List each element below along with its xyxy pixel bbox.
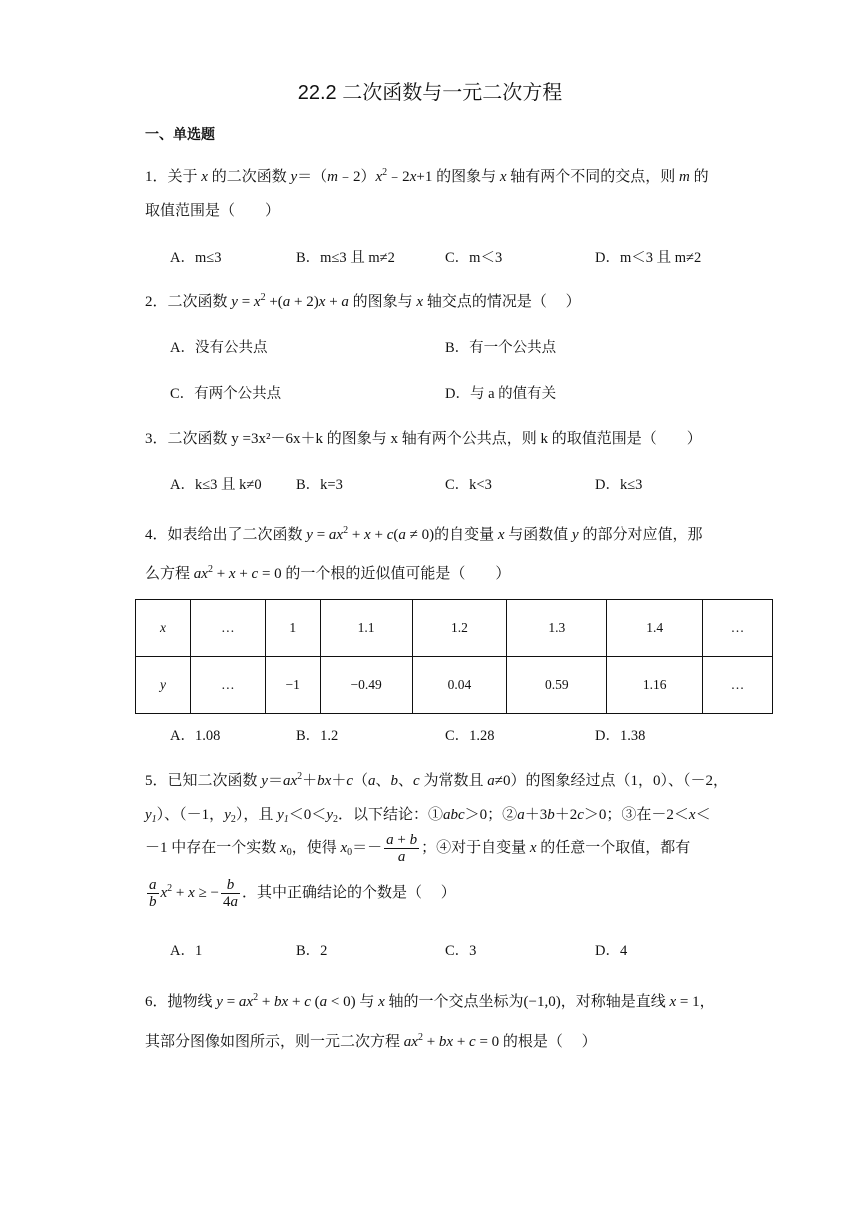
q5-option-a[interactable]: A．1 [170,943,203,959]
table-cell: 1.3 [507,600,607,657]
table-cell: … [703,657,773,714]
table-row-y [136,657,773,714]
q4-option-c[interactable]: C．1.28 [445,728,495,744]
q1-option-a[interactable]: A．m≤3 [170,250,222,266]
table-cell: −0.49 [320,657,412,714]
q3-option-c[interactable]: C．k<3 [445,477,492,493]
q1-option-c[interactable]: C．m＜3 [445,250,503,266]
question-3: 3．二次函数 y =3x²－6x＋k 的图象与 x 轴有两个公共点，则 k 的取值范围是（ ） [145,431,702,447]
q2-option-a[interactable]: A．没有公共点 [170,340,268,356]
page-title: 22.2 二次函数与一元二次方程 [297,82,563,104]
table-row-x [136,600,773,657]
q4-option-b[interactable]: B．1.2 [296,728,339,744]
q5-option-c[interactable]: C．3 [445,943,477,959]
table-cell: … [190,600,265,657]
table-cell: … [190,657,265,714]
table-cell: x [136,600,191,657]
q4-option-a[interactable]: A．1.08 [170,728,221,744]
question-1-line-1: 1．关于 x 的二次函数 $y=(m﹣2)x^2﹣2x+1$ 的图象与 x 轴有两个不同的交点，则 m 的 [145,167,709,185]
table-cell: −1 [265,657,320,714]
q1-option-d[interactable]: D．m＜3 且 m≠2 [595,250,702,266]
table-cell: 1.2 [412,600,507,657]
table-cell: 1.4 [607,600,703,657]
question-4-line-1: 4．如表给出了二次函数 $y = ax^2 + x + c(a \ne 0)$的自变量 x 与函数值 y 的部分对应值，那 [145,525,703,543]
q3-option-d[interactable]: D．k≤3 [595,477,643,493]
q2-option-d[interactable]: D．与 a 的值有关 [445,386,557,402]
q5-option-d[interactable]: D．4 [595,943,628,959]
table-cell: 0.04 [412,657,507,714]
question-6-line-1: 6．抛物线 $y = ax^2$ + bx + c (a < 0) 与 x 轴的一个交点坐标为(−1,0)，对称轴是直线 x = 1， [145,992,715,1010]
q1-option-b[interactable]: B．m≤3 且 m≠2 [296,250,395,266]
question-6-line-2: 其部分图像如图所示，则一元二次方程 $ax^2$ + bx + c = 0 的根是（ ） [145,1032,597,1050]
table-cell: 1.16 [607,657,703,714]
q2-option-c[interactable]: C．有两个公共点 [170,386,282,402]
table-cell: 1 [265,600,320,657]
table-cell: … [703,600,773,657]
question-2: 2．二次函数 $y = x^2 +(a + 2)x + a$ 的图象与 x 轴交点的情况是（ ） [145,292,581,310]
q2-option-b[interactable]: B．有一个公共点 [445,340,557,356]
question-5-line-2: $y_1$）、（－1，$y_2$），且 $y_1<0<y_2$．以下结论：①abc＞0；②a＋3b＋2c＞0；③在－2＜x＜ [145,807,711,825]
question-1-line-2: 取值范围是（ ） [145,203,281,219]
question-5-line-1: 5．已知二次函数 $y=ax^2+bx+c(a$、b、c 为常数且 a≠0）的图象经过点（1，0）、（－2， [145,771,728,789]
q5-option-b[interactable]: B．2 [296,943,328,959]
q3-option-b[interactable]: B．k=3 [296,477,343,493]
table-cell: 0.59 [507,657,607,714]
q3-option-a[interactable]: A．k≤3 且 k≠0 [170,477,262,493]
section-heading: 一、单选题 [145,126,215,142]
question-5-line-3: －1 中存在一个实数 $x_0$，使得 $x_0=-$ $\frac{a + b}{a}$ ；④对于自变量 x 的任意一个取值，都有 [145,832,691,865]
table-cell: y [136,657,191,714]
question-4-line-2: 么方程 $ax^2 + x + c = 0$ 的一个根的近似值可能是（ ） [145,564,511,582]
table-cell: 1.1 [320,600,412,657]
value-table [135,599,773,714]
q4-option-d[interactable]: D．1.38 [595,728,646,744]
question-5-line-4: $\frac{a}{b}$ $x^2 + x$ ≥ − $\frac{b}{4a}$ ．其中正确结论的个数是（ ） [149,877,456,910]
